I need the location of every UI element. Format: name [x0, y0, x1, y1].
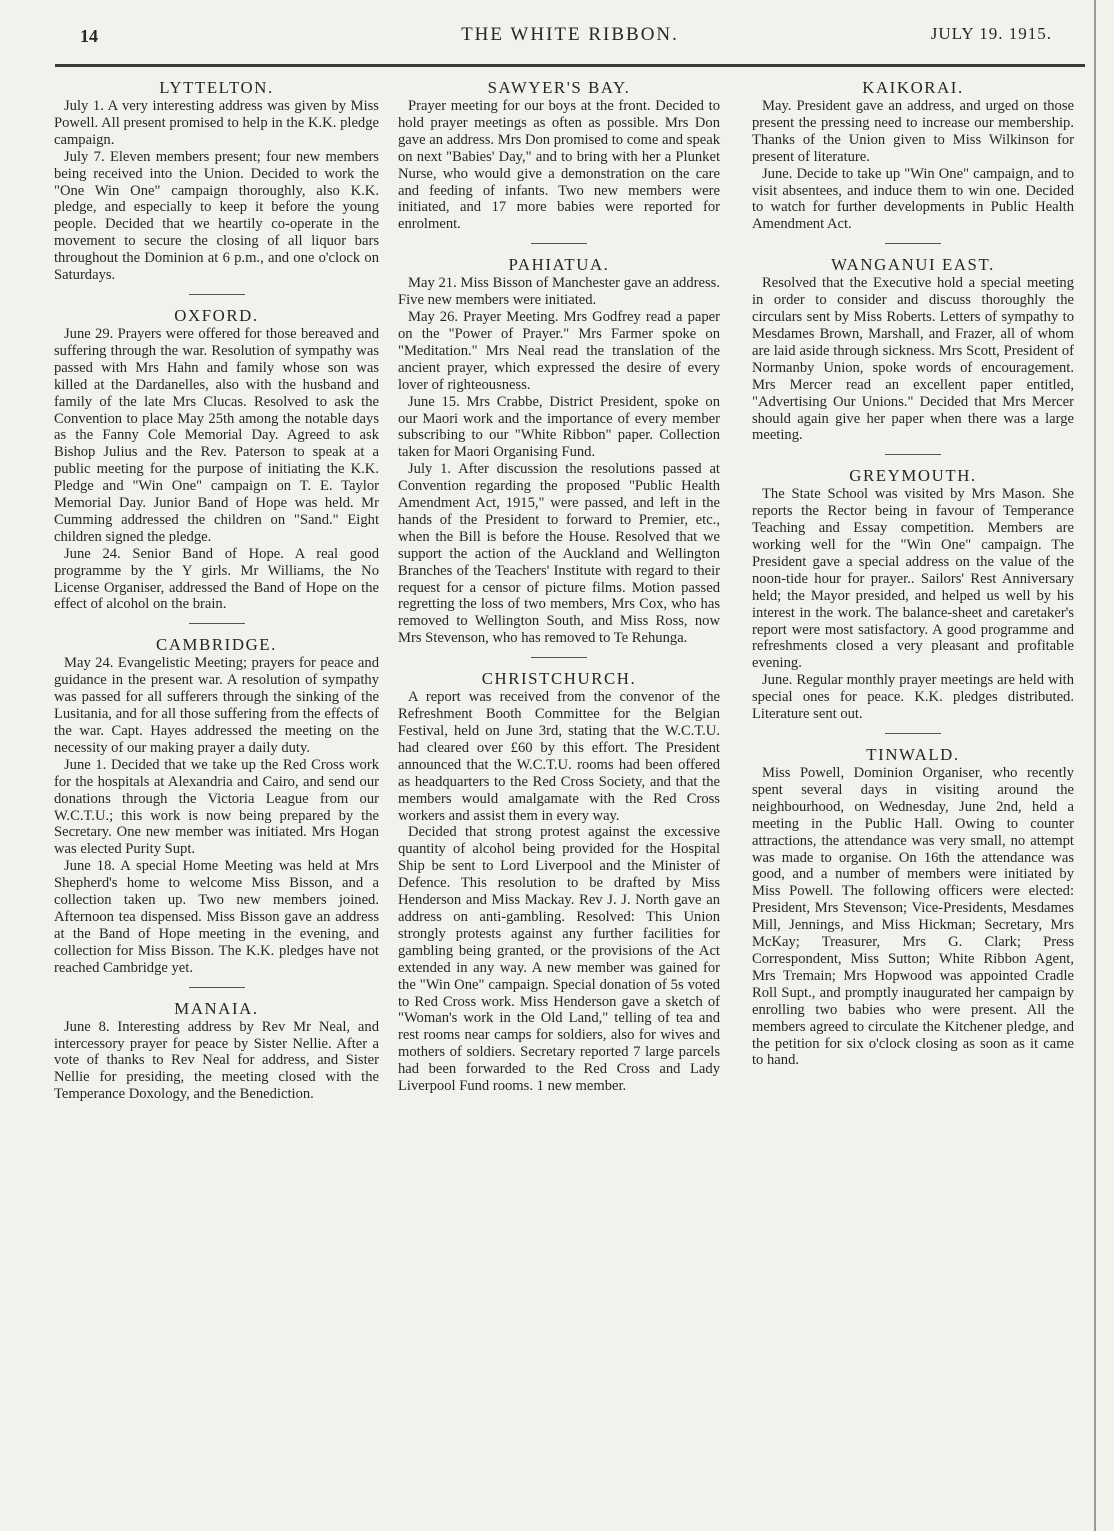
paragraph: June 15. Mrs Crabbe, District President, spoke on our Maori work and the importance of every member subscribing to our "White Ribbon" paper. Collection taken for Maori Organising Fund.: [398, 393, 720, 461]
paragraph: May 21. Miss Bisson of Manchester gave an address. Five new members were initiated.: [398, 275, 720, 309]
paragraph: Prayer meeting for our boys at the front. Decided to hold prayer meetings as often as possible. Mrs Don gave an address. Mrs Don promised to come and speak on next "Babies' Day," and to bring with her a Plunket Nurse, who would give a demonstration on the care and feeding of infants. Two new members were initiated, and 17 more babies were reported for enrolment.: [398, 98, 720, 233]
section-divider: [189, 623, 245, 624]
paragraph: June 18. A special Home Meeting was held at Mrs Shepherd's home to welcome Miss Bisson, and a collection taken up. Two new members joined. Afternoon tea dispensed. Miss Bisson gave an address at the Band of Hope meeting in the evening, and collection for Miss Bisson. The K.K. pledges have not reached Cambridge yet.: [54, 858, 379, 976]
paragraph: June. Regular monthly prayer meetings are held with special ones for peace. K.K. pledges distributed. Literature sent out.: [752, 672, 1074, 723]
section-lyttelton: [54, 78, 379, 284]
section-divider: [189, 987, 245, 988]
section-title: CHRISTCHURCH.: [481, 669, 637, 689]
section-title: OXFORD.: [174, 305, 259, 325]
section-manaia: [54, 999, 379, 1104]
section-divider: [189, 294, 245, 295]
section-tinwald: [752, 745, 1074, 1069]
paragraph: Resolved that the Executive hold a special meeting in order to consider and discuss thoroughly the circulars sent by Miss Roberts. Letters of sympathy to Mesdames Brown, Marshall, and Frazer, all of whom are laid aside through sickness. Mrs Scott, President of Normanby Union, spoke words of encouragement. Mrs Mercer read an excellent paper entitled, "Advertising Our Unions." Decided that Mrs Mercer should again give her paper when there was a large meeting.: [752, 275, 1074, 444]
section-divider: [531, 657, 587, 658]
section-divider: [885, 454, 941, 455]
paragraph: May 24. Evangelistic Meeting; prayers for peace and guidance in the present war. A resolution of sympathy was passed for all sufferers through the sinking of the Lusitania, and for all those suffering from the effects of the war. Capt. Hayes addressed the meeting on the necessity of our making prayer a daily duty.: [54, 655, 379, 756]
section-title: CAMBRIDGE.: [156, 635, 277, 655]
paragraph: June 29. Prayers were offered for those bereaved and suffering through the war. Resolution of sympathy was passed with Mrs Hahn and family whose son was killed at the Dardanelles, also with the husband and family of the late Mrs Clucas. Resolved to ask the Convention to place May 25th among the notable days as the Fanny Cole Memorial Day. Agreed to ask Bishop Julius and the Rev. Paterson to speak at a public meeting for the purpose of initiating the K.K. Pledge and "Win One" campaign on T. E. Taylor Memorial Day. Junior Band of Hope was held. Mr Cumming addressed the children on "Sand." Eight children signed the pledge.: [54, 325, 379, 545]
paragraph: The State School was visited by Mrs Mason. She reports the Rector being in favour of Temperance Teaching and Essay competition. Members are working well for the "Win One" campaign. The President gave a special address on the value of the noon-tide hour for prayer.. Sailors' Rest Anniversary held; the Mayor presided, and helped us well by his interest in the work. The balance-sheet and caretaker's report were most satisfactory. A good programme and refreshments closed a very pleasant and profitable evening.: [752, 486, 1074, 672]
issue-date: JULY 19. 1915.: [930, 24, 1052, 43]
paragraph: July 1. After discussion the resolutions passed at Convention regarding the proposed "Public Health Amendment Act, 1915," were passed, and left in the hands of the President to forward to Premier, etc., when the Bill is before the House. Resolved that we support the action of the Auckland and Wellington Branches of the Teachers' Institute with regard to their request for a censor of picture films. Motion passed regretting the loss of two members, Mrs Cox, who has removed to Wellington South, and Miss Ross, now Mrs Stevenson, who has removed to Te Rehunga.: [398, 461, 720, 647]
paragraph: July 1. A very interesting address was given by Miss Powell. All present promised to help in the K.K. pledge campaign.: [54, 98, 379, 148]
page-edge-line: [1094, 0, 1096, 1531]
header-rule: [55, 64, 1085, 67]
section-title: KAIKORAI.: [862, 78, 964, 97]
column-1: [54, 72, 379, 1103]
section-divider: [885, 243, 941, 244]
paragraph: June 8. Interesting address by Rev Mr Neal, and intercessory prayer for peace by Sister Nellie. After a vote of thanks to Rev Neal for address, and Sister Nellie for presiding, the meeting closed with the Temperance Doxology, and the Benediction.: [54, 1018, 379, 1103]
paragraph: June 1. Decided that we take up the Red Cross work for the hospitals at Alexandria and Cairo, and send our donations through the Victoria League from our W.C.T.U.; this work is now being prepared by the Secretary. One new member was initiated. Mrs Hogan was elected Purity Supt.: [54, 756, 379, 858]
paragraph: May 26. Prayer Meeting. Mrs Godfrey read a paper on the "Power of Prayer." Mrs Farmer spoke on "Meditation." Mrs Neal read the translation of the ancient prayer, which expressed the desire of every lover of righteousness.: [398, 309, 720, 393]
paragraph: A report was received from the convenor of the Refreshment Booth Committee for the Belgian Festival, held on June 3rd, stating that the W.C.T.U. had cleared over £60 by this effort. The President announced that the W.C.T.U. rooms had been offered as headquarters to the Red Cross Society, and that the members would amalgamate with the Red Cross workers and assist them in every way.: [398, 689, 720, 824]
section-title: TINWALD.: [866, 745, 960, 764]
section-title: MANAIA.: [174, 998, 259, 1018]
column-2: [398, 72, 720, 1095]
section-cambridge: [54, 635, 379, 976]
section-christchurch: [398, 669, 720, 1095]
publication-title: THE WHITE RIBBON.: [461, 24, 679, 45]
section-divider: [885, 733, 941, 734]
page-header: [80, 20, 1060, 50]
section-title: WANGANUI EAST.: [831, 255, 995, 275]
paragraph: Miss Powell, Dominion Organiser, who recently spent several days in visiting around the neighbourhood, on Wednesday, June 2nd, held a meeting in the Public Hall. Owing to counter attractions, the attendance was very small, no attempt was made to organise. On 16th the attendance was good, and a number of members were initiated by Miss Powell. The following officers were elected: President, Mrs Stevenson; Vice-Presidents, Mesdames Mill, Jennings, and Miss Hickman; Secretary, Mrs McKay; Treasurer, Mrs G. Clark; Press Correspondent, Miss Sutton; White Ribbon Agent, Mrs Tremain; Mrs Hopwood was appointed Cradle Roll Supt., and promptly inaugurated her campaign by enrolling two babies who were present. All the members agreed to circulate the Kitchener pledge, and the petition for six o'clock closing as soon as it came to hand.: [752, 765, 1074, 1069]
paragraph: June 24. Senior Band of Hope. A real good programme by the Y girls. Mr Williams, the No License Organiser, addressed the Band of Hope on the effect of alcohol on the brain.: [54, 545, 379, 613]
section-wanganui-east: [752, 255, 1074, 444]
paragraph: July 7. Eleven members present; four new members being received into the Union. Decided to work the "One Win One" campaign thoroughly, also K.K. pledge, and especially to keep it before the young people. Decided that we heartily co-operate in the movement to secure the closing of all liquor bars throughout the Dominion at 6 p.m., and one o'clock on Saturdays.: [54, 148, 379, 284]
section-title: GREYMOUTH.: [849, 466, 977, 486]
section-oxford: [54, 306, 379, 613]
page-number: 14: [80, 26, 98, 46]
paragraph: May. President gave an address, and urged on those present the pressing need to increase our membership. Thanks of the Union given to Miss Wilkinson for present of literature.: [752, 98, 1074, 165]
section-title: SAWYER'S BAY.: [487, 78, 631, 97]
column-3: [752, 72, 1074, 1069]
section-greymouth: [752, 466, 1074, 723]
section-sawyers-bay: [398, 78, 720, 233]
section-divider: [531, 243, 587, 244]
paragraph: Decided that strong protest against the excessive quantity of alcohol being provided for the Hospital Ship be sent to Lord Liverpool and the Minister of Defence. This resolution to be drafted by Miss Henderson and Miss Mackay. Rev J. J. North gave an address on anti-gambling. Resolved: This Union strongly protests against any further facilities for gambling being granted, or the provisions of the Act extended in any way. A new member was gained for the "Win One" campaign. Special donation of 5s voted to Red Cross work. Miss Henderson gave a sketch of "Woman's work in the Old Land," telling of tea and rest rooms near camps for soldiers, also for wives and mothers of soldiers. Secretary reported 7 large parcels had been forwarded to the Red Cross and Lady Liverpool Fund rooms. 1 new member.: [398, 824, 720, 1095]
section-kaikorai: [752, 78, 1074, 233]
section-pahiatua: [398, 255, 720, 647]
section-title: LYTTELTON.: [159, 78, 274, 97]
paragraph: June. Decide to take up "Win One" campaign, and to visit absentees, and induce them to win one. Decided to watch for further developments in Public Health Amendment Act.: [752, 165, 1074, 233]
section-title: PAHIATUA.: [508, 255, 610, 275]
